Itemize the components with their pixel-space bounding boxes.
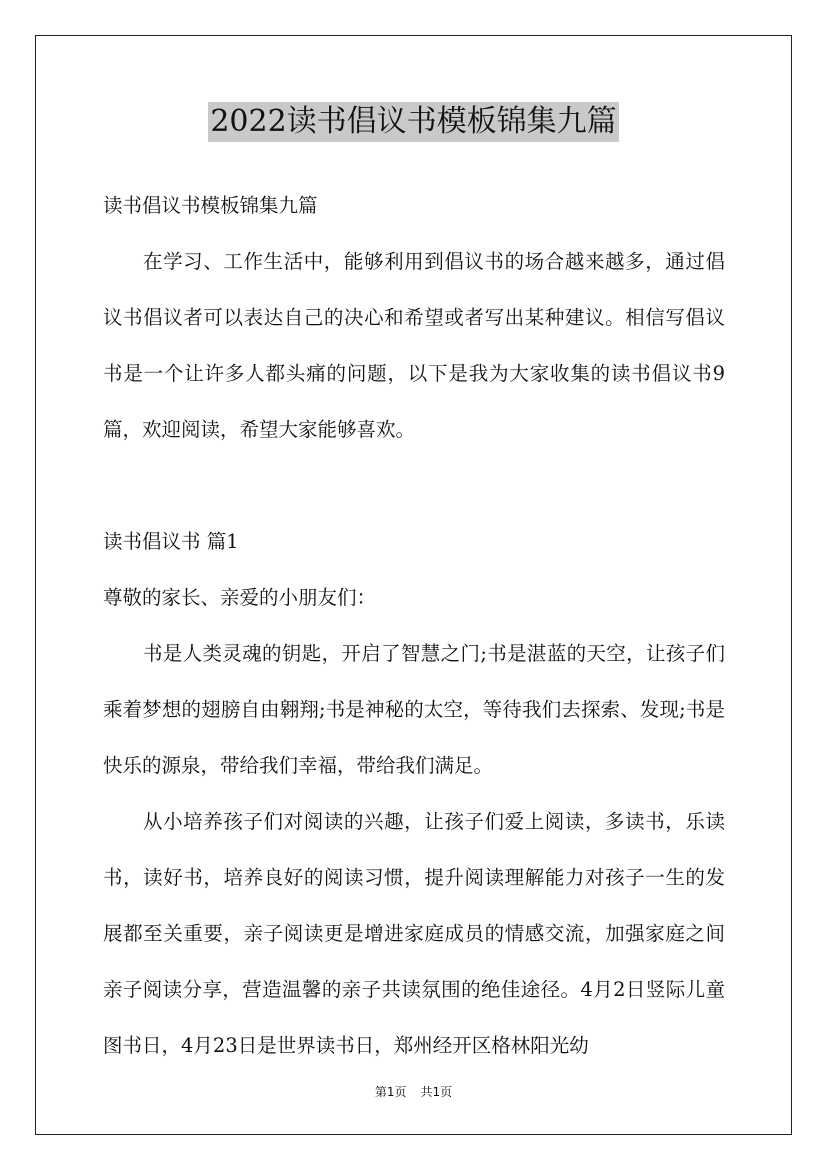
body-paragraph-1: 书是人类灵魂的钥匙，开启了智慧之门;书是湛蓝的天空，让孩子们乘着梦想的翅膀自由翱翔;书是神秘的太空，等待我们去探索、发现;书是快乐的源泉，带给我们幸福，带给我们满足。 <box>103 642 725 777</box>
salutation: 尊敬的家长、亲爱的小朋友们： <box>103 586 377 609</box>
document-subtitle: 读书倡议书模板锦集九篇 <box>103 194 318 217</box>
section-heading: 读书倡议书 篇1 <box>103 530 239 553</box>
document-title: 2022读书倡议书模板锦集九篇 <box>208 102 618 142</box>
section-spacer <box>103 458 725 514</box>
intro-paragraph: 在学习、工作生活中，能够利用到倡议书的场合越来越多，通过倡议书倡议者可以表达自己的决心和希望或者写出某种建议。相信写倡议书是一个让许多人都头痛的问题，以下是我为大家收集的读书倡议书9篇，欢迎阅读，希望大家能够喜欢。 <box>103 250 725 441</box>
page-total: 共1页 <box>420 1085 453 1099</box>
document-body <box>103 178 725 1074</box>
body-paragraph-2: 从小培养孩子们对阅读的兴趣，让孩子们爱上阅读，多读书，乐读书，读好书，培养良好的阅读习惯，提升阅读理解能力对孩子一生的发展都至关重要，亲子阅读更是增进家庭成员的情感交流，加强家庭之间亲子阅读分享，营造温馨的亲子共读氛围的绝佳途径。4月2日竖际儿童图书日，4月23日是世界读书日，郑州经开区格林阳光幼 <box>103 810 725 1057</box>
page-number: 第1页 <box>374 1085 407 1099</box>
page-footer <box>0 1083 827 1100</box>
title-container <box>0 102 827 142</box>
